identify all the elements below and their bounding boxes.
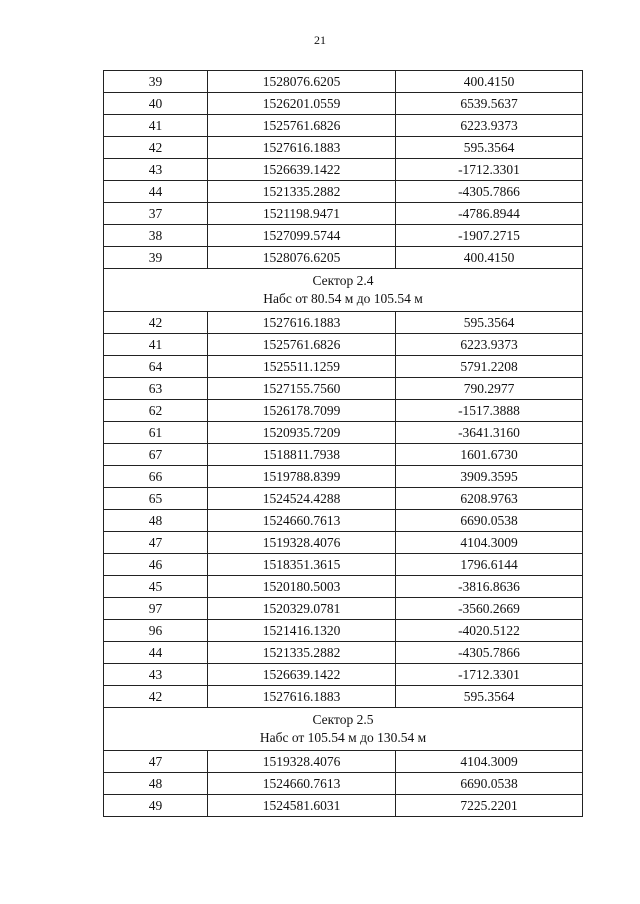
y-coordinate-cell: -4020.5122 <box>396 620 583 642</box>
point-number-cell: 42 <box>104 312 208 334</box>
point-number-cell: 66 <box>104 466 208 488</box>
table-row <box>104 466 583 488</box>
sector-title: Сектор 2.4 <box>312 273 374 288</box>
x-coordinate-cell: 1527616.1883 <box>208 312 396 334</box>
sector-header-cell <box>104 708 583 751</box>
point-number-cell: 49 <box>104 795 208 817</box>
x-coordinate-cell: 1525511.1259 <box>208 356 396 378</box>
table-row <box>104 247 583 269</box>
y-coordinate-cell: 4104.3009 <box>396 751 583 773</box>
y-coordinate-cell: 400.4150 <box>396 71 583 93</box>
point-number-cell: 67 <box>104 444 208 466</box>
point-number-cell: 44 <box>104 181 208 203</box>
table-row <box>104 620 583 642</box>
sector-header-row <box>104 269 583 312</box>
y-coordinate-cell: 790.2977 <box>396 378 583 400</box>
y-coordinate-cell: -1517.3888 <box>396 400 583 422</box>
point-number-cell: 41 <box>104 334 208 356</box>
x-coordinate-cell: 1525761.6826 <box>208 334 396 356</box>
y-coordinate-cell: 6208.9763 <box>396 488 583 510</box>
table-row <box>104 576 583 598</box>
y-coordinate-cell: -4305.7866 <box>396 181 583 203</box>
x-coordinate-cell: 1519328.4076 <box>208 751 396 773</box>
table-row <box>104 598 583 620</box>
x-coordinate-cell: 1527099.5744 <box>208 225 396 247</box>
table-row <box>104 510 583 532</box>
point-number-cell: 46 <box>104 554 208 576</box>
table-row <box>104 400 583 422</box>
table-row <box>104 312 583 334</box>
x-coordinate-cell: 1527155.7560 <box>208 378 396 400</box>
coordinates-table <box>103 70 583 817</box>
table-row <box>104 225 583 247</box>
y-coordinate-cell: 400.4150 <box>396 247 583 269</box>
point-number-cell: 63 <box>104 378 208 400</box>
point-number-cell: 40 <box>104 93 208 115</box>
y-coordinate-cell: -3560.2669 <box>396 598 583 620</box>
table-row <box>104 203 583 225</box>
table-row <box>104 334 583 356</box>
y-coordinate-cell: 3909.3595 <box>396 466 583 488</box>
point-number-cell: 42 <box>104 137 208 159</box>
table-row <box>104 93 583 115</box>
x-coordinate-cell: 1518351.3615 <box>208 554 396 576</box>
table-row <box>104 664 583 686</box>
x-coordinate-cell: 1520180.5003 <box>208 576 396 598</box>
sector-height-range: Набс от 105.54 м до 130.54 м <box>259 730 427 745</box>
sector-header-row <box>104 708 583 751</box>
table-row <box>104 751 583 773</box>
point-number-cell: 97 <box>104 598 208 620</box>
x-coordinate-cell: 1524660.7613 <box>208 773 396 795</box>
y-coordinate-cell: 6223.9373 <box>396 334 583 356</box>
x-coordinate-cell: 1526639.1422 <box>208 664 396 686</box>
y-coordinate-cell: 6223.9373 <box>396 115 583 137</box>
y-coordinate-cell: 4104.3009 <box>396 532 583 554</box>
y-coordinate-cell: 5791.2208 <box>396 356 583 378</box>
point-number-cell: 96 <box>104 620 208 642</box>
table-row <box>104 488 583 510</box>
table-row <box>104 444 583 466</box>
point-number-cell: 43 <box>104 664 208 686</box>
table-row <box>104 378 583 400</box>
x-coordinate-cell: 1520329.0781 <box>208 598 396 620</box>
x-coordinate-cell: 1524524.4288 <box>208 488 396 510</box>
point-number-cell: 61 <box>104 422 208 444</box>
coordinates-table-body <box>104 71 583 817</box>
y-coordinate-cell: 595.3564 <box>396 137 583 159</box>
x-coordinate-cell: 1524581.6031 <box>208 795 396 817</box>
point-number-cell: 47 <box>104 751 208 773</box>
y-coordinate-cell: 6539.5637 <box>396 93 583 115</box>
x-coordinate-cell: 1524660.7613 <box>208 510 396 532</box>
point-number-cell: 44 <box>104 642 208 664</box>
x-coordinate-cell: 1519328.4076 <box>208 532 396 554</box>
table-row <box>104 554 583 576</box>
point-number-cell: 39 <box>104 247 208 269</box>
x-coordinate-cell: 1521335.2882 <box>208 642 396 664</box>
point-number-cell: 45 <box>104 576 208 598</box>
y-coordinate-cell: -3816.8636 <box>396 576 583 598</box>
point-number-cell: 62 <box>104 400 208 422</box>
sector-title: Сектор 2.5 <box>312 712 374 727</box>
y-coordinate-cell: -1712.3301 <box>396 664 583 686</box>
sector-height-range: Набс от 80.54 м до 105.54 м <box>263 291 423 306</box>
y-coordinate-cell: 595.3564 <box>396 686 583 708</box>
x-coordinate-cell: 1527616.1883 <box>208 137 396 159</box>
table-row <box>104 532 583 554</box>
point-number-cell: 65 <box>104 488 208 510</box>
x-coordinate-cell: 1521335.2882 <box>208 181 396 203</box>
point-number-cell: 43 <box>104 159 208 181</box>
x-coordinate-cell: 1518811.7938 <box>208 444 396 466</box>
point-number-cell: 37 <box>104 203 208 225</box>
point-number-cell: 42 <box>104 686 208 708</box>
point-number-cell: 48 <box>104 773 208 795</box>
page-number: 21 <box>314 33 326 47</box>
x-coordinate-cell: 1525761.6826 <box>208 115 396 137</box>
y-coordinate-cell: -4786.8944 <box>396 203 583 225</box>
table-row <box>104 356 583 378</box>
x-coordinate-cell: 1520935.7209 <box>208 422 396 444</box>
x-coordinate-cell: 1526178.7099 <box>208 400 396 422</box>
sector-header-cell <box>104 269 583 312</box>
x-coordinate-cell: 1527616.1883 <box>208 686 396 708</box>
table-row <box>104 181 583 203</box>
x-coordinate-cell: 1526639.1422 <box>208 159 396 181</box>
point-number-cell: 48 <box>104 510 208 532</box>
x-coordinate-cell: 1526201.0559 <box>208 93 396 115</box>
y-coordinate-cell: 6690.0538 <box>396 773 583 795</box>
y-coordinate-cell: -1712.3301 <box>396 159 583 181</box>
x-coordinate-cell: 1528076.6205 <box>208 71 396 93</box>
table-row <box>104 71 583 93</box>
table-row <box>104 773 583 795</box>
x-coordinate-cell: 1519788.8399 <box>208 466 396 488</box>
table-row <box>104 795 583 817</box>
y-coordinate-cell: 595.3564 <box>396 312 583 334</box>
y-coordinate-cell: 1601.6730 <box>396 444 583 466</box>
y-coordinate-cell: -1907.2715 <box>396 225 583 247</box>
table-row <box>104 115 583 137</box>
point-number-cell: 39 <box>104 71 208 93</box>
x-coordinate-cell: 1528076.6205 <box>208 247 396 269</box>
table-row <box>104 686 583 708</box>
y-coordinate-cell: 1796.6144 <box>396 554 583 576</box>
table-row <box>104 137 583 159</box>
table-row <box>104 422 583 444</box>
y-coordinate-cell: 7225.2201 <box>396 795 583 817</box>
point-number-cell: 64 <box>104 356 208 378</box>
table-row <box>104 642 583 664</box>
point-number-cell: 47 <box>104 532 208 554</box>
point-number-cell: 38 <box>104 225 208 247</box>
y-coordinate-cell: -3641.3160 <box>396 422 583 444</box>
y-coordinate-cell: -4305.7866 <box>396 642 583 664</box>
x-coordinate-cell: 1521416.1320 <box>208 620 396 642</box>
table-row <box>104 159 583 181</box>
point-number-cell: 41 <box>104 115 208 137</box>
y-coordinate-cell: 6690.0538 <box>396 510 583 532</box>
x-coordinate-cell: 1521198.9471 <box>208 203 396 225</box>
